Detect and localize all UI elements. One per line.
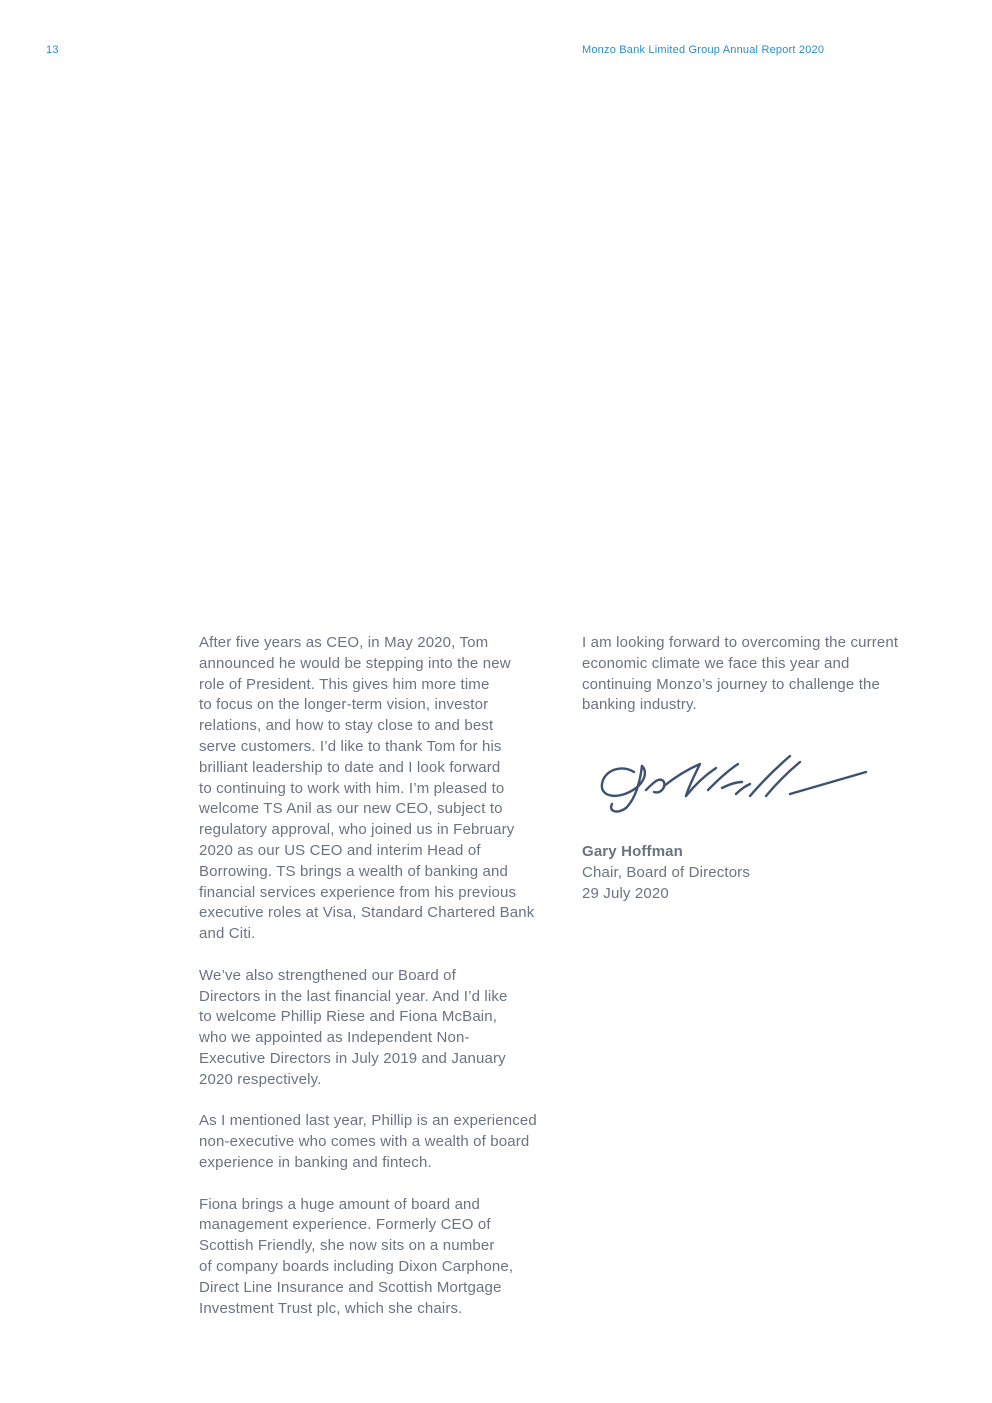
paragraph-closing: I am looking forward to overcoming the current economic climate we face this year and continuing Monzo’s journey to challenge the banking industry. bbox=[582, 634, 899, 714]
paragraph-fiona-mcbain: Fiona brings a huge amount of board and management experience. Formerly CEO of Scottish Friendly, she now sits on a number of company boards including Dixon Carphone, Direct Line Insurance and Scottish Mortgage Investment Trust plc, which she chairs. bbox=[199, 1195, 514, 1317]
signatory-block bbox=[582, 842, 750, 904]
paragraph-phillip-riese: As I mentioned last year, Phillip is an experienced non-executive who comes with a wealth of board experience in banking and fintech. bbox=[199, 1112, 537, 1171]
signatory-name: Gary Hoffman bbox=[582, 843, 683, 860]
paragraph-ceo-transition: After five years as CEO, in May 2020, Tom announced he would be stepping into the new role of President. This gives him more time to focus on the longer-term vision, investor relations, and how to stay close to and best serve customers. I’d like to thank Tom for his brilliant leadership to date and I look forward to continuing to work with him. I’m pleased to welcome TS Anil as our new CEO, subject to regulatory approval, who joined us in February 2020 as our US CEO and interim Head of Borrowing. TS brings a wealth of banking and financial services experience from his previous executive roles at Visa, Standard Chartered Bank and Citi. bbox=[199, 634, 535, 943]
signature-date: 29 July 2020 bbox=[582, 884, 669, 902]
signatory-title: Chair, Board of Directors bbox=[582, 863, 750, 881]
signature-icon bbox=[590, 742, 880, 824]
paragraph-board-strengthened: We’ve also strengthened our Board of Directors in the last financial year. And I’d like to welcome Phillip Riese and Fiona McBain, who we appointed as Independent Non- Executive Directors in July 2019 and January 2020 respectively. bbox=[199, 966, 508, 1088]
right-text-column bbox=[582, 633, 932, 737]
left-text-column bbox=[199, 633, 564, 1340]
signature-image bbox=[590, 742, 880, 824]
page-number: 13 bbox=[46, 44, 59, 56]
running-header-title: Monzo Bank Limited Group Annual Report 2020 bbox=[582, 44, 825, 56]
